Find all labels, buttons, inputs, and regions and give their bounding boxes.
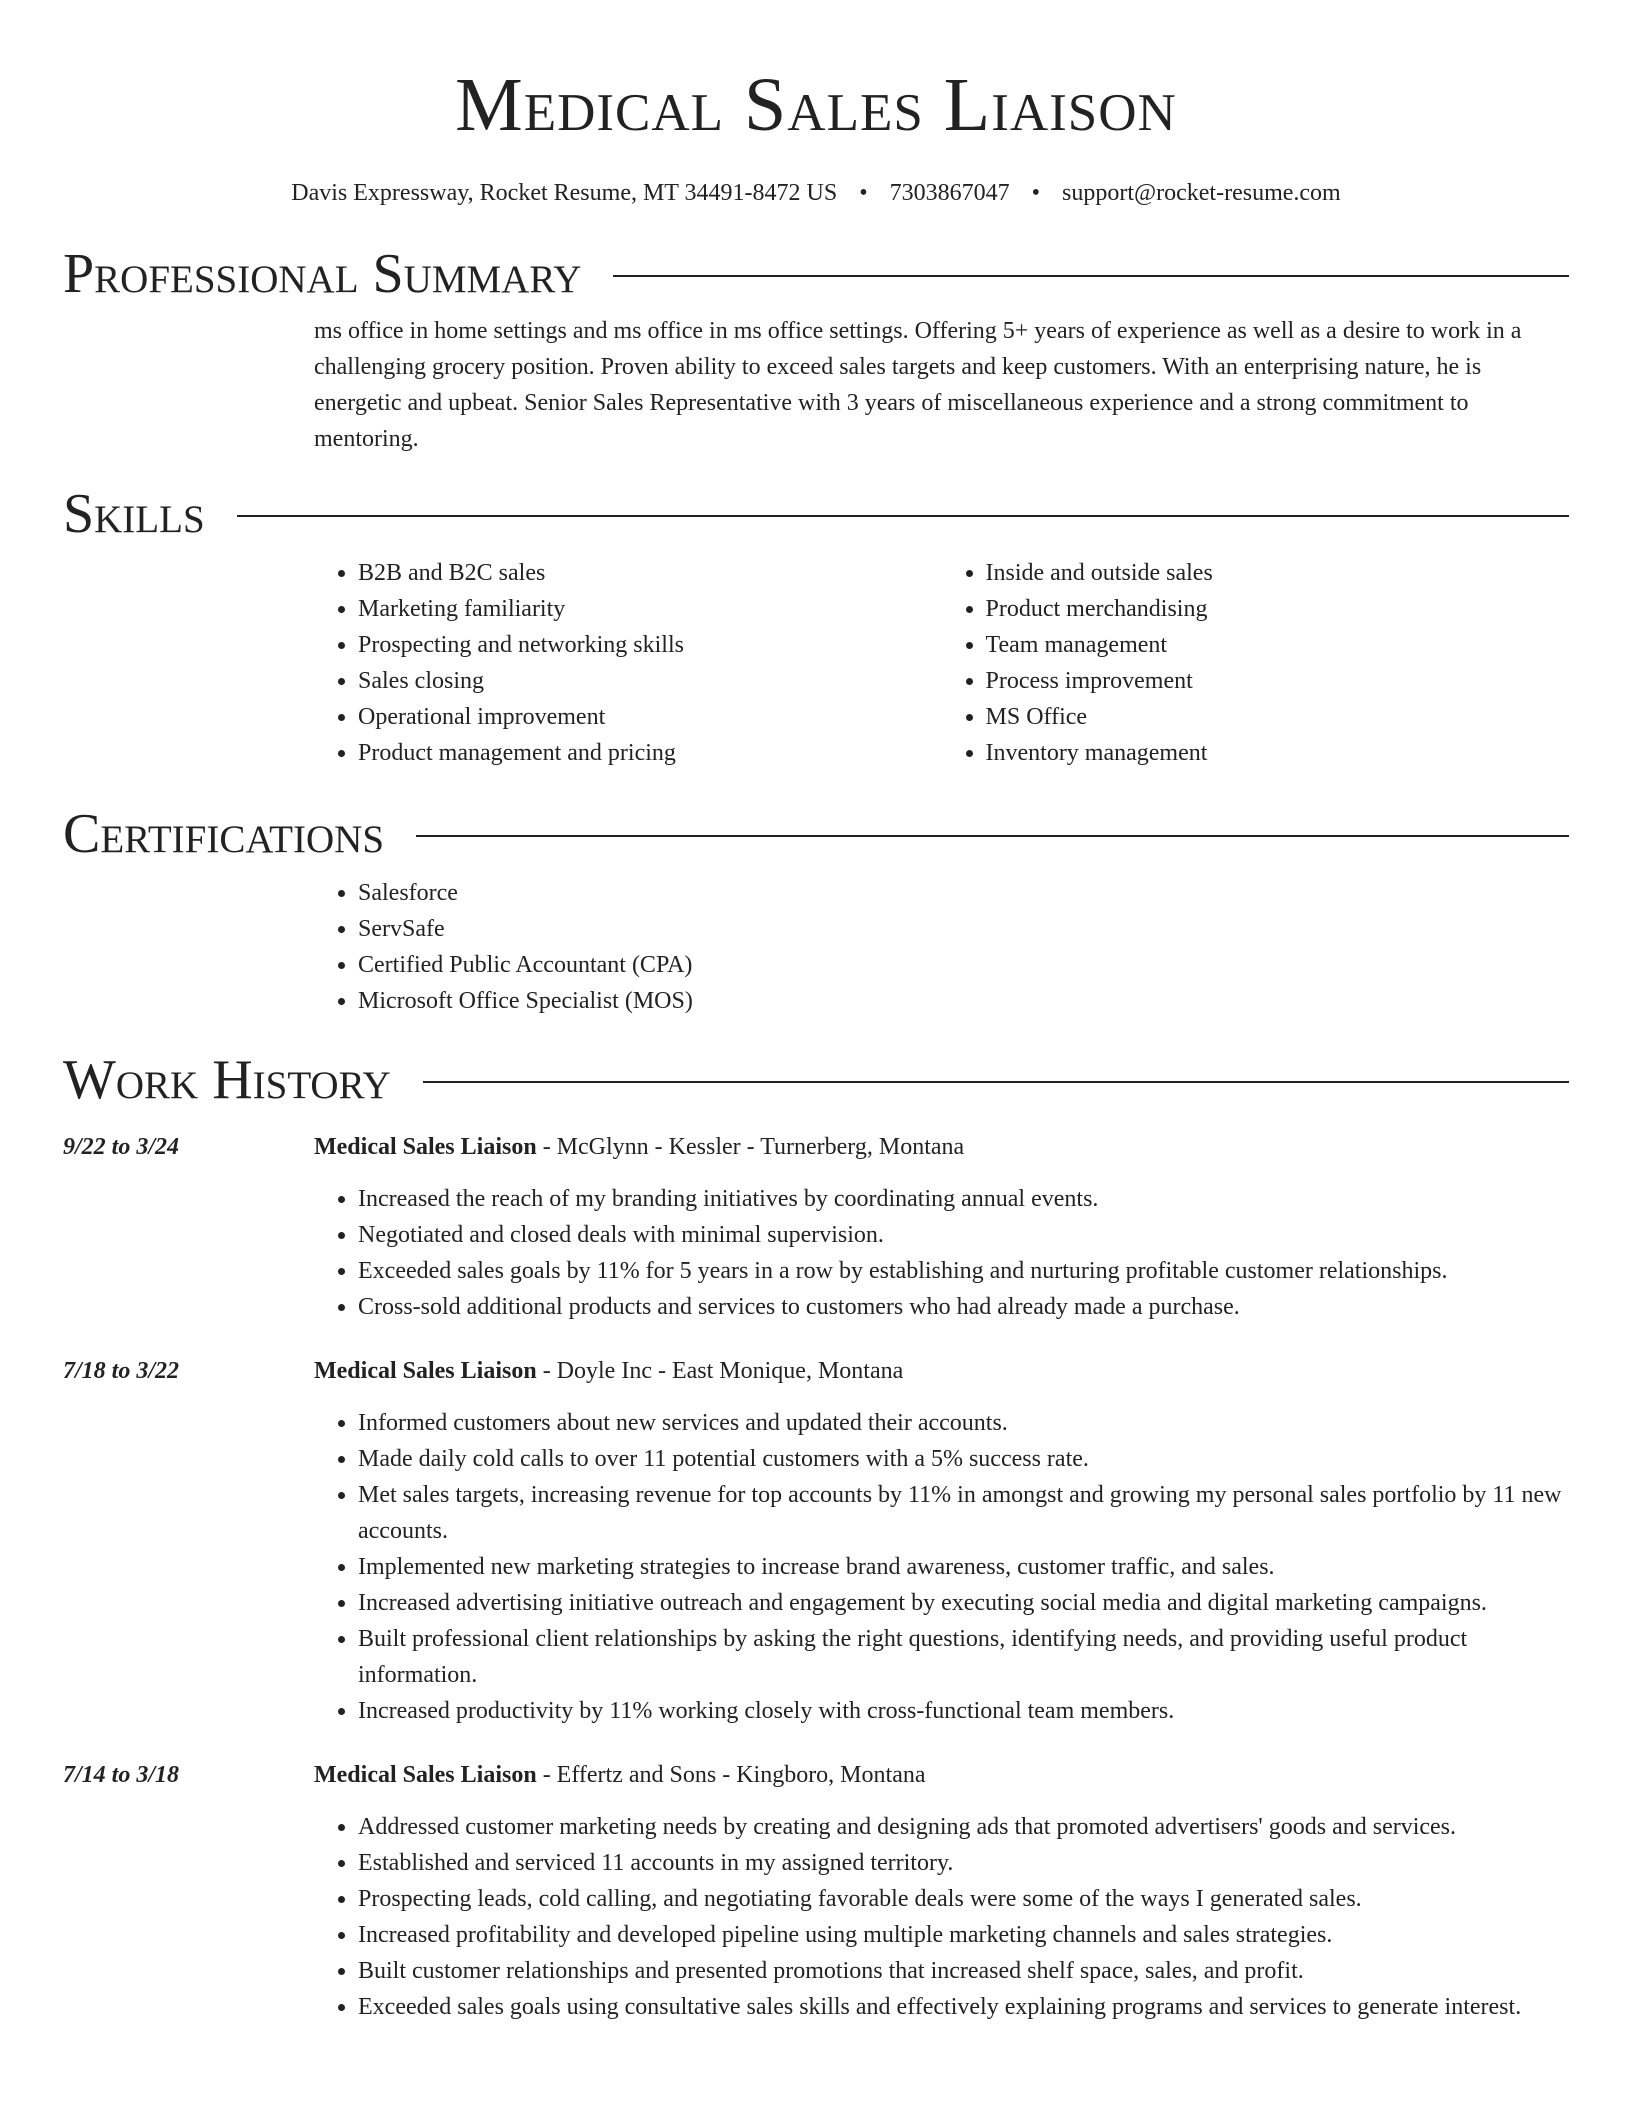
skill-item: • Product merchandising	[986, 591, 1570, 627]
job-employer-location: - McGlynn - Kessler - Turnerberg, Montana	[536, 1134, 965, 1160]
skills-section-header	[63, 479, 1569, 549]
certifications-section-header	[63, 799, 1569, 869]
work-history-list	[63, 1129, 1569, 2025]
job-dates: 7/18 to 3/22	[63, 1358, 180, 1384]
job-bullet: • Established and serviced 11 accounts in my assigned territory.	[358, 1845, 1569, 1881]
job-bullet: • Increased advertising initiative outreach and engagement by executing social media and digital marketing campaigns.	[358, 1585, 1569, 1621]
job-bullet: • Met sales targets, increasing revenue for top accounts by 11% in amongst and growing my personal sales portfolio by 11 new accounts.	[358, 1477, 1569, 1549]
job-employer-location: - Effertz and Sons - Kingboro, Montana	[536, 1762, 926, 1788]
job-title: Medical Sales Liaison	[314, 1358, 537, 1384]
summary-heading: Professional Summary	[63, 243, 582, 305]
job-entry	[63, 1353, 1569, 1729]
certification-item: • ServSafe	[358, 911, 1569, 947]
job-dates: 7/14 to 3/18	[63, 1762, 180, 1788]
job-bullet: • Built customer relationships and presented promotions that increased shelf space, sales, and profit.	[358, 1953, 1569, 1989]
job-bullet: • Made daily cold calls to over 11 potential customers with a 5% success rate.	[358, 1441, 1569, 1477]
job-employer-location: - Doyle Inc - East Monique, Montana	[536, 1358, 904, 1384]
certification-item: • Microsoft Office Specialist (MOS)	[358, 983, 1569, 1019]
job-title-line	[314, 1353, 1569, 1389]
skill-item: • Sales closing	[358, 663, 942, 699]
job-dates: 9/22 to 3/24	[63, 1134, 180, 1160]
job-detail	[314, 1353, 1569, 1729]
contact-phone: 7303867047	[889, 180, 1010, 206]
skill-item: • Operational improvement	[358, 699, 942, 735]
summary-text: ms office in home settings and ms office in ms office settings. Offering 5+ years of experience as well as a desire to work in a challenging grocery position. Proven ability to exceed sales targets and keep customers. With an enterprising nature, he is energetic and upbeat. Senior Sales Representative with 3 years of miscellaneous experience and a strong commitment to mentoring.	[314, 318, 1522, 452]
job-bullet: • Built professional client relationships by asking the right questions, identifying needs, and providing useful product information.	[358, 1621, 1569, 1693]
summary-section-header	[63, 239, 1569, 309]
job-detail	[314, 1757, 1569, 2025]
job-title-line	[314, 1129, 1569, 1165]
section-divider	[237, 515, 1569, 517]
skill-item: • Marketing familiarity	[358, 591, 942, 627]
job-bullets	[314, 1405, 1569, 1729]
certification-item: • Certified Public Accountant (CPA)	[358, 947, 1569, 983]
skills-heading: Skills	[63, 483, 205, 545]
section-divider	[613, 275, 1569, 277]
skill-item: • MS Office	[986, 699, 1570, 735]
job-bullet: • Informed customers about new services and updated their accounts.	[358, 1405, 1569, 1441]
skill-item: • Product management and pricing	[358, 735, 942, 771]
work-history-heading: Work History	[63, 1049, 391, 1111]
job-bullet: • Increased productivity by 11% working closely with cross-functional team members.	[358, 1693, 1569, 1729]
work-history-section-header	[63, 1045, 1569, 1115]
contact-email: support@rocket-resume.com	[1062, 180, 1341, 206]
job-bullet: • Cross-sold additional products and services to customers who had already made a purchase.	[358, 1289, 1569, 1325]
skill-item: • B2B and B2C sales	[358, 555, 942, 591]
skill-item: • Inventory management	[986, 735, 1570, 771]
contact-separator: •	[859, 180, 868, 206]
certifications-list	[314, 875, 1569, 1019]
skill-item: • Prospecting and networking skills	[358, 627, 942, 663]
job-detail	[314, 1129, 1569, 1325]
job-bullets	[314, 1809, 1569, 2025]
candidate-name: Medical Sales Liaison	[455, 63, 1177, 147]
skill-item: • Team management	[986, 627, 1570, 663]
job-bullet: • Exceeded sales goals by 11% for 5 years in a row by establishing and nurturing profitable customer relationships.	[358, 1253, 1569, 1289]
section-divider	[416, 835, 1569, 837]
contact-line	[63, 177, 1569, 209]
skills-list-left	[314, 555, 942, 771]
section-divider	[423, 1081, 1569, 1083]
skills-grid	[314, 555, 1569, 771]
job-bullet: • Exceeded sales goals using consultative sales skills and effectively explaining programs and services to generate interest.	[358, 1989, 1569, 2025]
job-bullet: • Implemented new marketing strategies to increase brand awareness, customer traffic, and sales.	[358, 1549, 1569, 1585]
job-entry	[63, 1129, 1569, 1325]
skill-item: • Inside and outside sales	[986, 555, 1570, 591]
job-bullet: • Increased the reach of my branding initiatives by coordinating annual events.	[358, 1181, 1569, 1217]
skill-item: • Process improvement	[986, 663, 1570, 699]
contact-separator: •	[1031, 180, 1041, 206]
job-title-line	[314, 1757, 1569, 1793]
job-bullet: • Increased profitability and developed pipeline using multiple marketing channels and sales strategies.	[358, 1917, 1569, 1953]
certification-item: • Salesforce	[358, 875, 1569, 911]
job-bullet: • Prospecting leads, cold calling, and negotiating favorable deals were some of the ways I generated sales.	[358, 1881, 1569, 1917]
job-title: Medical Sales Liaison	[314, 1134, 537, 1160]
certifications-heading: Certifications	[63, 803, 385, 865]
contact-address: Davis Expressway, Rocket Resume, MT 34491-8472 US	[291, 180, 838, 206]
job-bullet: • Addressed customer marketing needs by creating and designing ads that promoted advertisers' goods and services.	[358, 1809, 1569, 1845]
job-bullet: • Negotiated and closed deals with minimal supervision.	[358, 1217, 1569, 1253]
job-title: Medical Sales Liaison	[314, 1762, 537, 1788]
skills-list-right	[942, 555, 1570, 771]
job-entry	[63, 1757, 1569, 2025]
job-bullets	[314, 1181, 1569, 1325]
certifications-body	[314, 875, 1569, 1019]
